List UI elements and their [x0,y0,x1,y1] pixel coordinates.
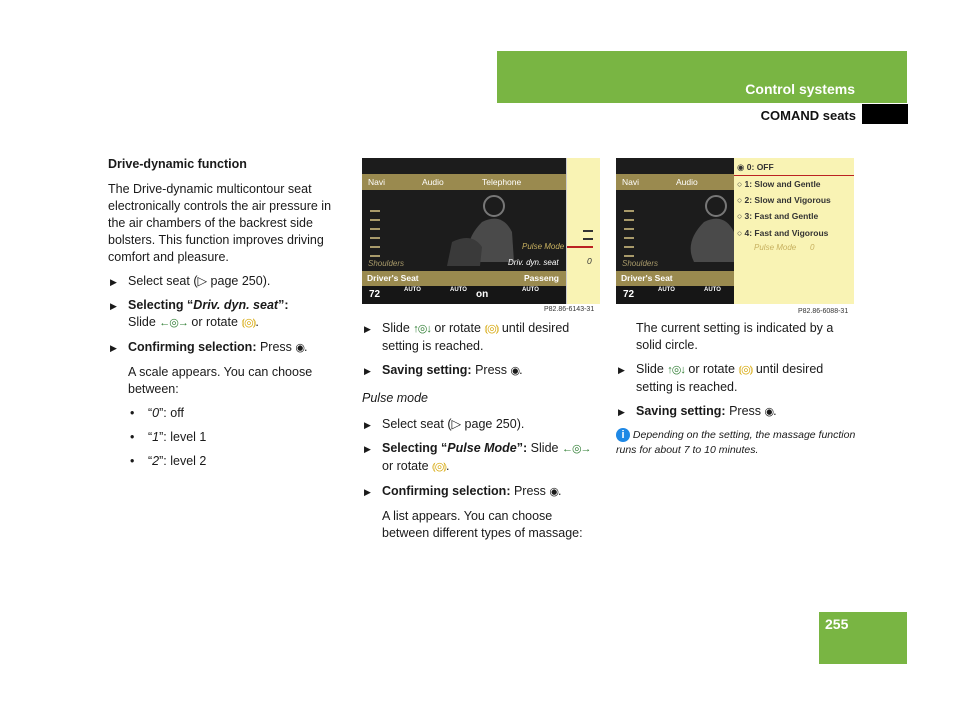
step-confirm: ▶ Confirming selection: Press ◉. [362,483,602,501]
display-menu-bar: Navi Audio [616,174,854,190]
left-column [108,156,348,477]
subsection-title: COMAND seats [760,108,856,123]
middle-column [362,320,602,549]
current-setting-text: The current setting is indicated by a solid circle. [636,321,834,352]
press-icon: ◉ [295,342,305,354]
option-4: ○ 4: Fast and Vigorous [737,228,829,238]
pressure-scale [370,210,380,264]
image-caption: P82.86-6088-31 [798,308,849,315]
step-select-seat: ▶ Select seat (▷ page 250). [362,416,602,433]
right-column [616,320,860,458]
list-item: • “0”: off [108,405,348,422]
seat-label-bar: Driver's Seat [616,271,734,286]
shoulders-label: Shoulders [622,259,659,268]
image-caption: P82.86-6143-31 [544,306,595,313]
display-menu-bar: Navi Audio Telephone [362,174,600,190]
step-slide-rotate: ▶ Slide ↑◎↓ or rotate ⦅◎⦆ until desired setting is reached. [362,320,602,355]
step-select-driv-dyn: ▶ Selecting “Driv. dyn. seat”: Slide ←◎→ or rotate ⦅◎⦆. [108,297,348,332]
step-saving: ▶ Saving setting: Press ◉. [362,362,602,380]
page-number-block [819,612,907,664]
slide-up-down-icon: ↑◎↓ [667,364,685,376]
pulse-mode-label: Pulse Mode [522,242,565,251]
press-icon: ◉ [764,406,774,418]
info-icon: i [616,428,630,442]
header-bar [497,51,907,103]
slide-left-right-icon: ←◎→ [561,443,591,455]
rotate-icon: ⦅◎⦆ [738,364,753,376]
option-3: ○ 3: Fast and Gentle [737,211,819,221]
intro-paragraph: The Drive-dynamic multicontour seat electronically controls the air pressure in the air chambers of the backrest side bolsters. This function improves driving comfort and pleasure. [108,182,332,264]
press-icon: ◉ [549,486,559,498]
option-1: ○ 1: Slow and Gentle [737,179,821,189]
seat-graphic-icon [442,192,532,268]
rotate-icon: ⦅◎⦆ [241,317,256,329]
display-screenshot-driv-dyn [362,158,600,304]
step-select-pulse-mode: ▶ Selecting “Pulse Mode”: Slide ←◎→ or rotate ⦅◎⦆. [362,440,602,476]
step-confirm: ▶ Confirming selection: Press ◉. [108,339,348,357]
climate-bar: 72 AUTO AUTO on AUTO [362,286,566,304]
rotate-icon: ⦅◎⦆ [484,323,499,335]
section-heading: Drive-dynamic function [108,157,247,171]
list-item: • “1”: level 1 [108,429,348,446]
pulse-mode-heading: Pulse mode [362,391,429,405]
scale-text: A scale appears. You can choose between: [128,365,313,396]
seat-label-bar: Driver's Seat Passeng [362,271,566,286]
scale-panel: 0 [566,158,600,304]
slide-left-right-icon: ←◎→ [159,317,188,329]
option-2: ○ 2: Slow and Vigorous [737,195,831,205]
step-saving: ▶ Saving setting: Press ◉. [616,403,860,421]
pressure-scale [624,210,634,264]
section-title: Control systems [745,81,855,97]
list-text: A list appears. You can choose between different types of massage: [382,509,583,540]
rotate-icon: ⦅◎⦆ [432,461,446,473]
pulse-value: 0 [810,243,815,252]
display-screenshot-pulse-mode [616,158,854,304]
climate-bar: 72 AUTO AUTO [616,286,734,304]
shoulders-label: Shoulders [368,259,405,268]
page-number: 255 [825,616,849,632]
press-icon: ◉ [510,365,520,377]
step-slide-rotate: ▶ Slide ↑◎↓ or rotate ⦅◎⦆ until desired setting is reached. [616,361,860,396]
pulse-mode-label: Pulse Mode [754,243,797,252]
step-select-seat: ▶ Select seat (▷ page 250). [108,273,348,290]
list-item: • “2”: level 2 [108,453,348,470]
option-0: ◉ 0: OFF [737,162,774,172]
massage-options-panel [734,158,854,304]
info-note: i Depending on the setting, the massage function runs for about 7 to 10 minutes. [616,429,856,456]
slide-up-down-icon: ↑◎↓ [413,323,431,335]
header-tab-marker [862,104,908,124]
driv-dyn-label: Driv. dyn. seat [508,258,559,267]
